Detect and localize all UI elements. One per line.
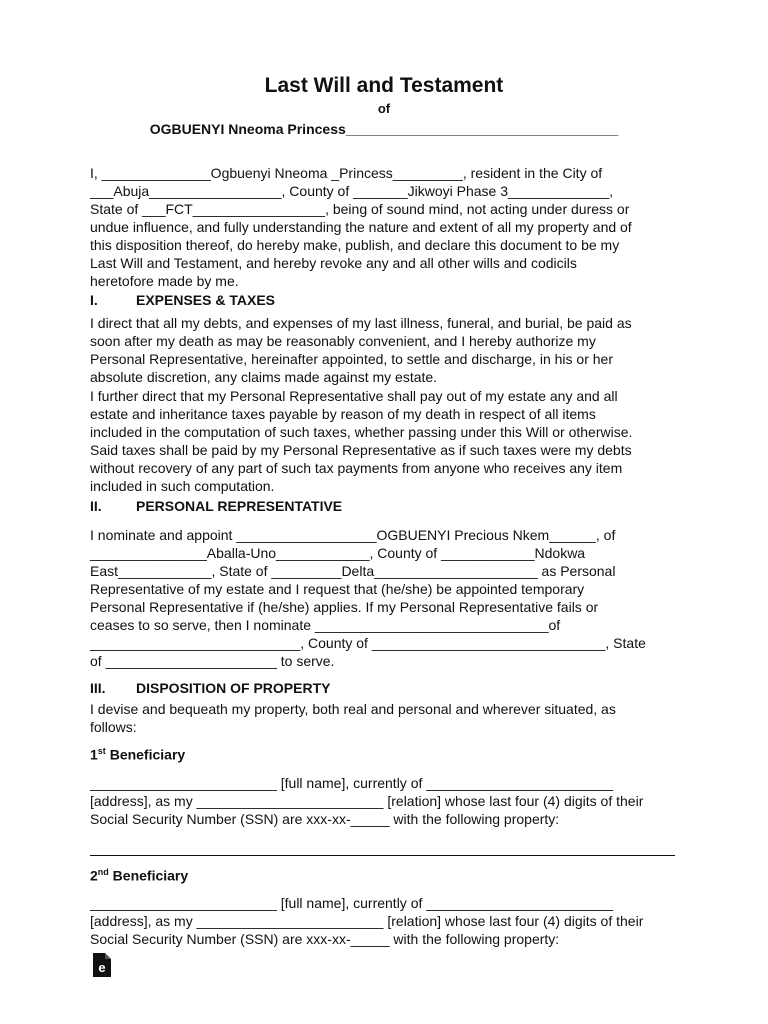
ordinal-suffix: st	[97, 746, 106, 756]
beneficiary-ordinal: 1	[90, 746, 98, 763]
paragraph-line: Said taxes shall be paid by my Personal Representative as if such taxes were my debts	[90, 442, 632, 458]
intro-line: undue influence, and fully understanding the nature and extent of all my property and of	[90, 219, 632, 235]
paragraph-line: estate and inheritance taxes payable by reason of my death in respect of all items	[90, 406, 596, 422]
paragraph-line: ________________________ [full name], currently of ________________________	[90, 895, 614, 911]
beneficiary-2-heading	[90, 867, 188, 884]
beneficiary-1-heading	[90, 746, 185, 763]
paragraph-line: Representative of my estate and I request that (he/she) be appointed temporary	[90, 581, 585, 597]
disposition-paragraph	[90, 700, 680, 736]
eforms-logo-icon	[92, 952, 112, 978]
paragraph-line: I further direct that my Personal Representative shall pay out of my estate any and all	[90, 388, 618, 404]
intro-line: this disposition thereof, do hereby make, publish, and declare this document to be my	[90, 237, 620, 253]
beneficiary-label: Beneficiary	[105, 746, 186, 763]
intro-line: State of ___FCT_________________, being of sound mind, not acting under duress or	[90, 201, 630, 217]
section-number: I.	[90, 292, 98, 308]
section-title: PERSONAL REPRESENTATIVE	[136, 498, 343, 514]
intro-paragraph	[90, 164, 680, 290]
paragraph-line: absolute discretion, any claims made against my estate.	[90, 369, 438, 385]
paragraph-line: Personal Representative, hereinafter appointed, to settle and discharge, in his or her	[90, 351, 613, 367]
paragraph-line: included in the computation of such taxes, whether passing under this Will or otherwise.	[90, 424, 633, 440]
paragraph-line: Personal Representative if (he/she) applies. If my Personal Representative fails or	[90, 599, 599, 615]
expenses-paragraph-2	[90, 387, 680, 495]
personal-representative-paragraph	[90, 526, 680, 670]
document-title: Last Will and Testament	[264, 74, 504, 97]
section-heading-personal-representative	[90, 498, 342, 514]
paragraph-line: of ______________________ to serve.	[90, 653, 335, 669]
beneficiary-ordinal: 2	[90, 867, 98, 884]
intro-line: Last Will and Testament, and hereby revoke any and all other wills and codicils	[90, 255, 577, 271]
intro-line: ___Abuja_________________, County of _______Jikwoyi Phase 3_____________,	[90, 183, 614, 199]
paragraph-line: I devise and bequeath my property, both real and personal and wherever situated, as	[90, 701, 616, 717]
paragraph-line: ceases to so serve, then I nominate ______________________________of	[90, 617, 561, 633]
paragraph-line: Social Security Number (SSN) are xxx-xx-_____ with the following property:	[90, 811, 560, 827]
paragraph-line: [address], as my ________________________ [relation] whose last four (4) digits of their	[90, 793, 644, 809]
paragraph-line: East____________, State of _________Delta_____________________ as Personal	[90, 563, 616, 579]
beneficiary-2-paragraph	[90, 894, 680, 948]
paragraph-line: without recovery of any part of such tax payments from anyone who receives any item	[90, 460, 623, 476]
beneficiary-1-paragraph	[90, 774, 680, 828]
intro-line: I, ______________Ogbuenyi Nneoma _Princess_________, resident in the City of	[90, 165, 603, 181]
paragraph-line: I direct that all my debts, and expenses of my last illness, funeral, and burial, be paid as	[90, 315, 632, 331]
section-heading-expenses	[90, 292, 275, 308]
of-label: of	[377, 101, 391, 116]
paragraph-line: ___________________________, County of ______________________________, State	[90, 635, 646, 651]
paragraph-line: I nominate and appoint __________________OGBUENYI Precious Nkem______, of	[90, 527, 616, 543]
section-heading-disposition	[90, 680, 330, 696]
expenses-paragraph-1	[90, 314, 680, 386]
paragraph-line: soon after my death as may be reasonably convenient, and I hereby authorize my	[90, 333, 596, 349]
section-title: DISPOSITION OF PROPERTY	[136, 680, 331, 696]
section-number: II.	[90, 498, 102, 514]
ordinal-suffix: nd	[97, 867, 109, 877]
paragraph-line: [address], as my ________________________ [relation] whose last four (4) digits of their	[90, 913, 644, 929]
property-blank-line	[90, 855, 675, 856]
paragraph-line: included in such computation.	[90, 478, 275, 494]
intro-line: heretofore made by me.	[90, 273, 239, 289]
paragraph-line: _______________Aballa-Uno____________, County of ____________Ndokwa	[90, 545, 586, 561]
section-number: III.	[90, 680, 106, 696]
beneficiary-label: Beneficiary	[108, 867, 189, 884]
testator-name-line: OGBUENYI Nneoma Princess___________________________________	[149, 121, 619, 137]
paragraph-line: ________________________ [full name], currently of ________________________	[90, 775, 614, 791]
svg-text:e: e	[98, 960, 106, 975]
paragraph-line: follows:	[90, 719, 137, 735]
paragraph-line: Social Security Number (SSN) are xxx-xx-_____ with the following property:	[90, 931, 560, 947]
section-title: EXPENSES & TAXES	[136, 292, 276, 308]
